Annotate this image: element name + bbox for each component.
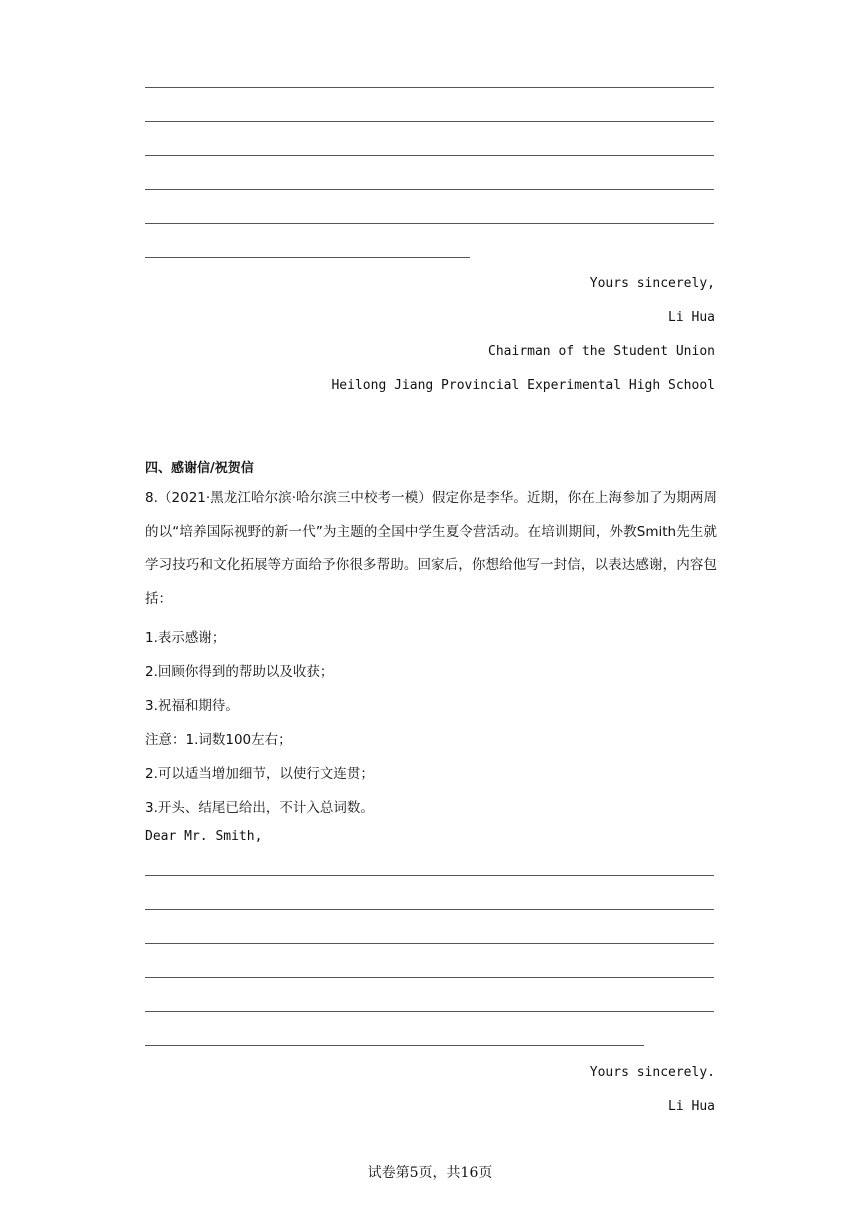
writing-line [145, 223, 714, 224]
letter1-name: Li Hua [668, 310, 715, 325]
page-number-footer: 试卷第5页，共16页 [367, 1165, 493, 1181]
letter-salutation: Dear Mr. Smith, [145, 829, 263, 844]
letter1-title: Chairman of the Student Union [488, 344, 715, 359]
note-1: 注意：1.词数100左右； [145, 732, 292, 748]
writing-line [145, 189, 714, 190]
writing-line [145, 875, 714, 876]
writing-line-short [145, 1045, 644, 1046]
letter2-closing: Yours sincerely. [589, 1065, 715, 1080]
writing-line-short [145, 257, 470, 258]
letter2-name: Li Hua [668, 1099, 715, 1114]
letter1-school: Heilong Jiang Provincial Experimental High School [331, 378, 715, 393]
writing-line [145, 155, 714, 156]
writing-line [145, 943, 714, 944]
note-2: 2.可以适当增加细节，以使行文连贯； [145, 766, 374, 782]
letter1-closing: Yours sincerely, [589, 276, 715, 291]
question-prompt: 8.（2021·黑龙江哈尔滨·哈尔滨三中校考一模）假定你是李华。近期，你在上海参加了为期两周的以“培养国际视野的新一代”为主题的全国中学生夏令营活动。在培训期间，外教Smith先生就学习技巧和文化拓展等方面给予你很多帮助。回家后，你想给他写一封信，以表达感谢，内容包括： [145, 490, 717, 608]
requirement-point-1: 1.表示感谢； [145, 630, 226, 646]
writing-line [145, 1011, 714, 1012]
note-3: 3.开头、结尾已给出，不计入总词数。 [145, 800, 374, 816]
writing-line [145, 977, 714, 978]
requirement-point-2: 2.回顾你得到的帮助以及收获； [145, 664, 334, 680]
requirement-point-3: 3.祝福和期待。 [145, 698, 239, 714]
writing-line [145, 121, 714, 122]
writing-line [145, 87, 714, 88]
section-heading: 四、感谢信/祝贺信 [145, 461, 254, 476]
writing-line [145, 909, 714, 910]
